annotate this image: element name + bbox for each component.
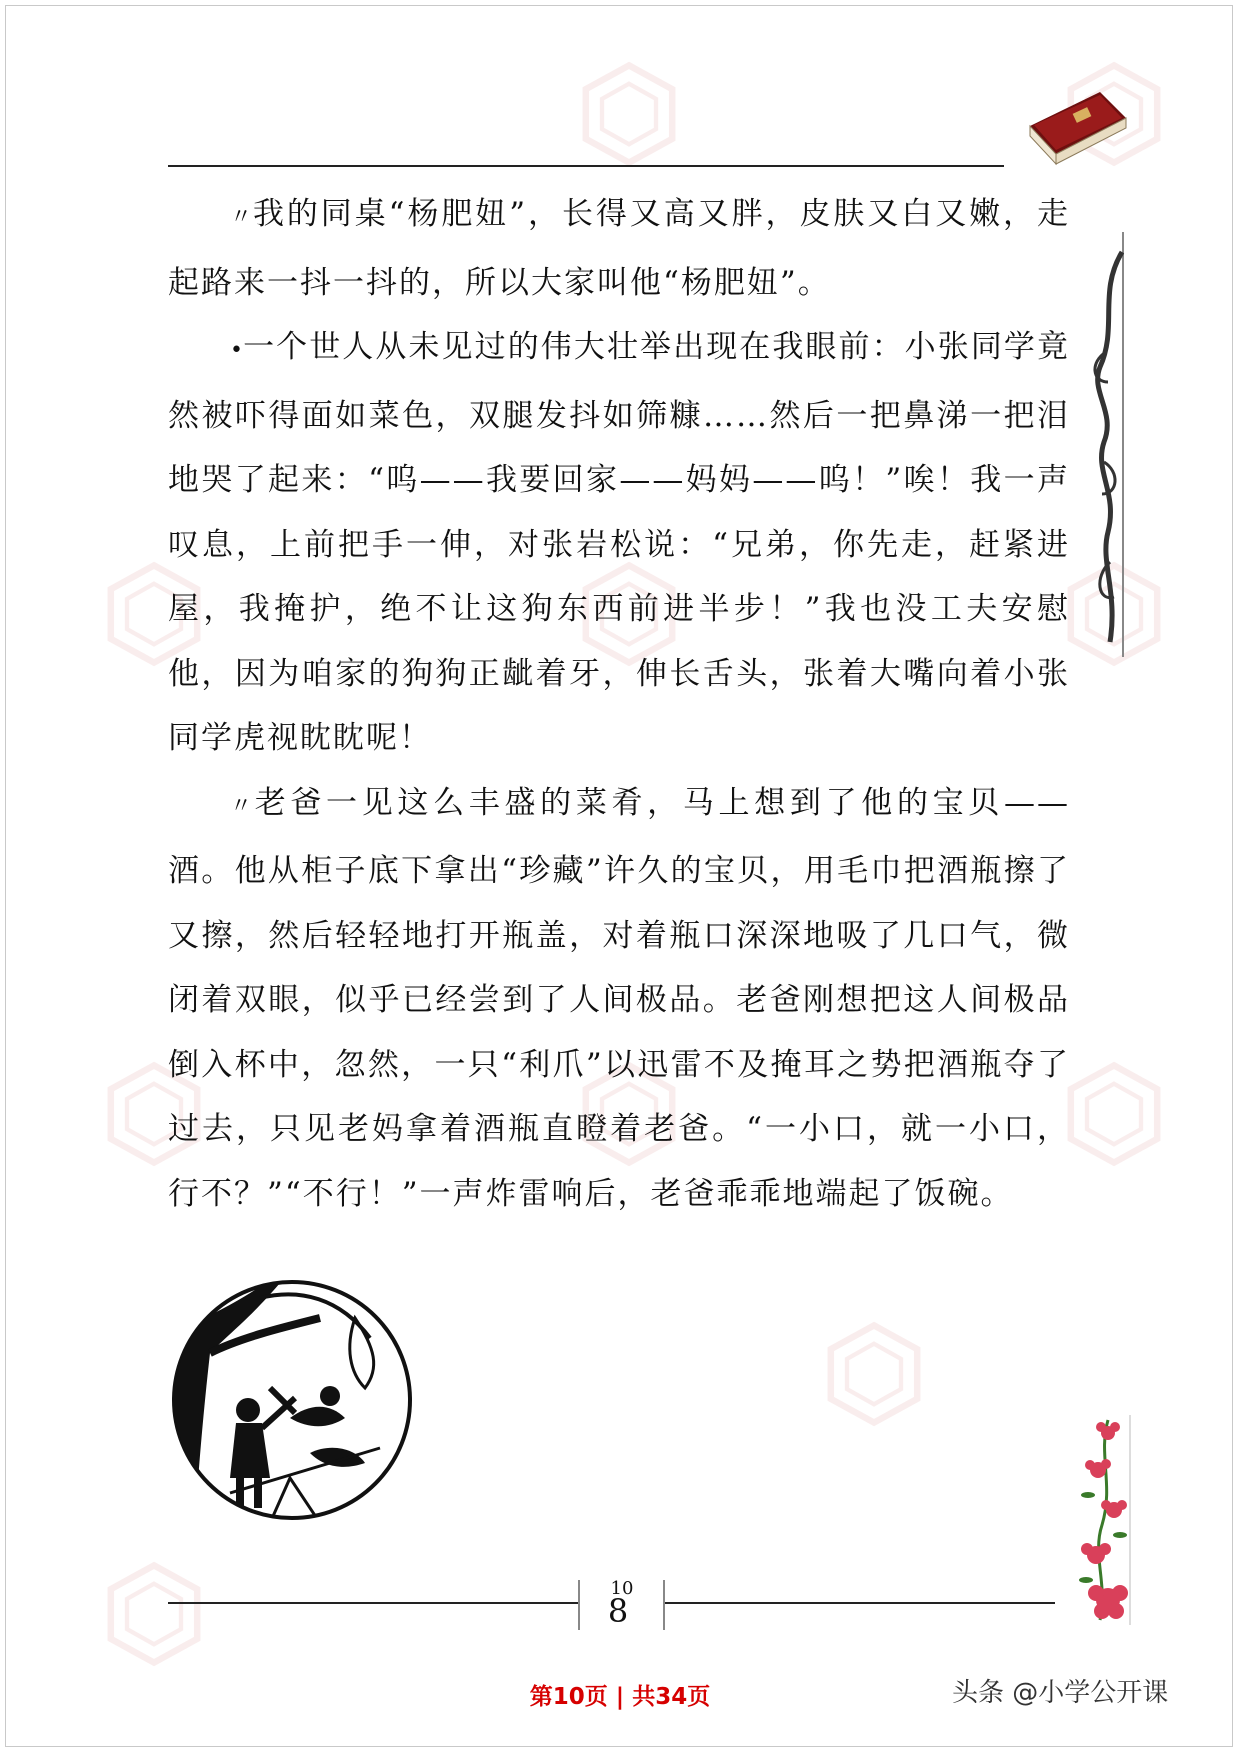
hexagon-watermark-icon bbox=[1060, 1060, 1168, 1168]
ditto-mark: 〃 bbox=[230, 793, 255, 819]
paragraph bbox=[168, 182, 1070, 315]
paragraph-text: 我的同桌“杨肥妞”，长得又高又胖，皮肤又白又嫩，走起路来一抖一抖的，所以大家叫他“杨肥妞”。 bbox=[168, 196, 1070, 301]
header-rule bbox=[168, 165, 1004, 167]
scroll-ornament-icon bbox=[1088, 232, 1130, 657]
hexagon-watermark-icon bbox=[575, 60, 683, 168]
page-counter: 第10页 | 共34页 bbox=[529, 1684, 711, 1710]
hexagon-watermark-icon bbox=[100, 1560, 208, 1668]
page-number-overlay: 10 bbox=[610, 1578, 634, 1599]
ditto-mark: 〃 bbox=[230, 205, 253, 230]
page-tab-left-edge bbox=[578, 1580, 580, 1630]
paragraph bbox=[168, 771, 1070, 1227]
page-tab-right-edge bbox=[663, 1580, 665, 1630]
paragraph bbox=[168, 315, 1070, 771]
book-icon bbox=[1022, 88, 1132, 168]
paragraph-text: 老爸一见这么丰盛的菜肴，马上想到了他的宝贝——酒。他从柜子底下拿出“珍藏”许久的宝贝，用毛巾把酒瓶擦了又擦，然后轻轻地打开瓶盖，对着瓶口深深地吸了几口气，微闭着双眼，似乎已经尝到了人间极品。老爸刚想把这人间极品倒入杯中，忽然，一只“利爪”以迅雷不及掩耳之势把酒瓶夺了过去，只见老妈拿着酒瓶直瞪着老爸。“一小口，就一小口，行不？”“不行！”一声炸雷响后，老爸乖乖地端起了饭碗。 bbox=[168, 784, 1070, 1212]
source-credit: 头条 @小学公开课 bbox=[952, 1678, 1169, 1708]
flower-vine-ornament-icon bbox=[1068, 1415, 1140, 1625]
paragraph-text: 一个世人从未见过的伟大壮举出现在我眼前：小张同学竟然被吓得面如菜色，双腿发抖如筛糠……然后一把鼻涕一把泪地哭了起来：“呜——我要回家——妈妈——呜！”唉！我一声叹息，上前把手一伸，对张岩松说：“兄弟，你先走，赶紧进屋，我掩护，绝不让这狗东西前进半步！”我也没工夫安慰他，因为咱家的狗狗正龇着牙，伸长舌头，张着大嘴向着小张同学虎视眈眈呢！ bbox=[168, 329, 1070, 756]
hexagon-watermark-icon bbox=[820, 1320, 928, 1428]
article-body bbox=[168, 182, 1070, 1226]
bullet-mark: • bbox=[230, 338, 243, 363]
footer-rule-left bbox=[168, 1602, 578, 1604]
page-number: 8 bbox=[607, 1592, 629, 1630]
silhouette-illustration bbox=[170, 1278, 415, 1523]
footer-rule-right bbox=[665, 1602, 1055, 1604]
